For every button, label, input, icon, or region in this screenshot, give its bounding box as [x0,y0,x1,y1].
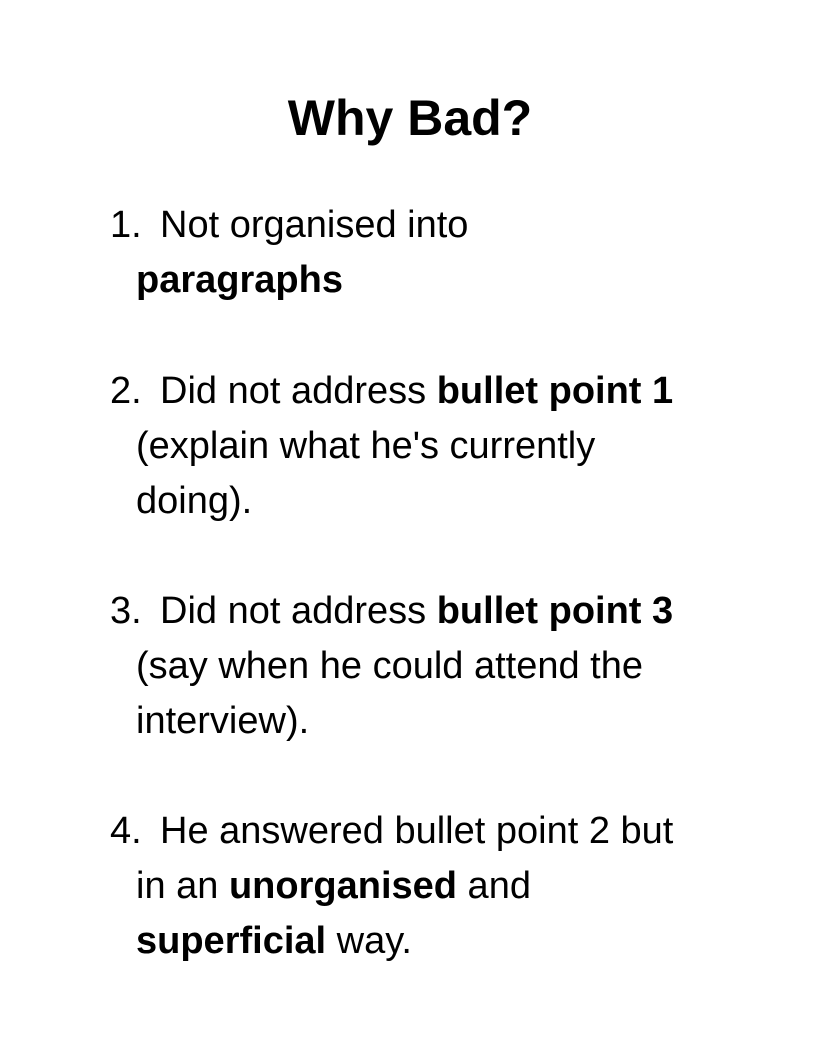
list-item-line [110,914,750,969]
list-item-line [110,474,750,529]
list-item-text: Not organised into [160,204,469,246]
list-item-text: (say when he could attend the [136,645,644,687]
list-item-text: (explain what he's currently [136,425,596,467]
list-item [110,584,750,749]
emphasis-text: paragraphs [136,259,343,301]
list-item-line [110,364,750,419]
list-item-line [110,253,750,308]
list-item-text: way. [326,920,412,962]
list-item-number: 1. [110,204,142,246]
list-item [110,198,750,308]
list-item-number: 4. [110,810,142,852]
list-item-text: He answered bullet point 2 but [160,810,674,852]
list-item-line [110,859,750,914]
list-item-line [110,694,750,749]
list-item-text: and [457,865,531,907]
list-item-line [110,419,750,474]
list-item-text: interview). [136,700,310,742]
emphasis-text: bullet point 1 [436,370,674,412]
list-item-text: in an [136,865,229,907]
list-item-line [110,639,750,694]
page-title: Why Bad? [287,90,533,146]
list-item-line [110,198,750,253]
list-item-number: 2. [110,370,142,412]
list-item-text: Did not address [160,370,437,412]
list-item [110,804,750,969]
list-item-text: Did not address [160,590,437,632]
list-item-line [110,584,750,639]
emphasis-text: superficial [136,920,327,962]
emphasis-text: bullet point 3 [436,590,674,632]
list-item [110,364,750,529]
emphasis-text: unorganised [228,865,457,907]
list-item-text: doing). [136,480,253,522]
list-item-line [110,804,750,859]
list-item-number: 3. [110,590,142,632]
